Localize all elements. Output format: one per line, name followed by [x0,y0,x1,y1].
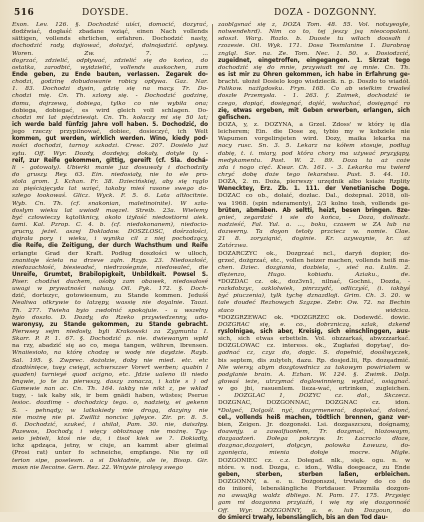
text-line: w go jbi, rasuenlem. lieza-wać, ertrinken, zugleichen. [218,386,410,393]
text-line: geben, sterben, sterben laßen, erbleichen. [218,471,410,478]
text-line: es ist mir zu Ohren gekommen, ich habe in Erfahrung ge- [218,71,410,78]
text-line: Zatórzwa. [218,243,248,250]
text-line: Ende geben, zu Ende bauten, verlassen. Zegarek do- [12,71,208,78]
text-line: dlężenzo, Hugo. kobiadu. Aziaku., de. [218,271,410,278]
text-line: za pięściajęcyda lat wzięć, takoby mieś rasone swego do- [12,186,208,193]
text-line: chodzi mi lat pięćdziesiąt. Cn. Th. kołaczy mi się 50 lat; [12,114,208,121]
text-line: staco widcica. [218,307,410,314]
left-running-head: DOYSDE. [82,8,129,18]
text-line: (Prosi rat) unter fo schneiche, empfange. Nie ny oil [12,450,208,457]
text-line: die Reife, die Zeitigung, der durch Wachsthum und Reife [12,243,208,250]
text-line: DOŻA, 2. m. Doża, pierwszy urzędnik albo ksiaże Rzplity [218,179,410,186]
text-line: Wapumen vorgelirsjeten wird. Dozy, maika lekarka na [218,136,410,143]
text-line: DOZGRAC się, e. co., dobrzniczą, szlak, dzkend [218,321,410,328]
text-line: gnieć, zegardzić i sie do końca, - Doza, dolinadz. [218,214,410,221]
text-line: sättigen, vollends ehrlichen, erfahren. Dochodzić nasty, [12,36,208,43]
text-line: na rzy, abadzić się ao co, mega tangen, wühren, lbrensen. [12,343,208,350]
text-line: lesioc. dozdimę - dochodzicy tego. o, nadzieiy, ei gekenn [12,400,208,407]
text-line: zię, etwas ergeben, mit Geben erwerben, erlangen, sich [218,107,410,114]
column-divider [212,24,213,510]
text-line: rozkdobzyc, ozklolwiek, pinrzzydć, odliczyść, (i. iakbyś [218,286,410,293]
text-line: Pierwsey sejm niedosły, byli Krakowski za Zygmunta I. [12,329,208,336]
text-line: chryć dobę doże tego lekarstwa. Pust. 5. 44. 10. [218,171,410,178]
text-line: gam mi dozgonna przyiaźń, i wię ny się dozgonność [218,500,410,507]
text-line: bracht. ułożeł Dosielo kogo wisdziecik. n. p. Doszło to wiadół. [218,79,410,86]
text-line: głowaś ieże, utrzymać doglowinnieny, wydżać, osiągnać. [218,379,410,386]
text-line: dochodzić się do mnie, przywiudt mi aę mnie. Cn. Th. [218,64,410,71]
text-line: bnąwie, jo te ża pierwszy, daszy zonacza, i katie s ) od [12,379,208,386]
text-line: dojrała pory i wieku, i wynika cil z niej pochodzący, [12,236,208,243]
text-line: dzadiśnięce, tuęy cwięgi, schwrszzer Vorert werben; quabin l [12,364,208,371]
text-line: Woren. Zw. 7. ... [12,50,208,57]
text-line: sytu. Off. Wyr. Dozdy, dozdejsy, dokały, dotyle ly - [12,150,208,157]
text-line: li - gotowały). Ubierki manie juz dosuwały i dochodziły [12,164,208,171]
text-line: dzić, dortezyc, gotowieenum, zu Stande kommen. Jeduśś [12,293,208,300]
text-line: ostatka, zarodbić, wyidzielić, vollends auskochen, zum [12,64,208,71]
text-line: DOZGONIEC cz. c.z. Dołegad. nlk., sięk. ogu. n. w [218,457,410,464]
text-line: Wyb. Cn. Th. (cf. snakonian, maletinoinite). W szła- [12,200,208,207]
text-line: tami. Kal. Pzrop. C. 4. b. (cf. niedokonanem), niedocio- [12,221,208,228]
text-line: dochodzić rady, dojiować, dołożyć, dolnojadzić. opływy. [12,43,208,50]
text-line: ntóre. v. nod. Dozga, c. idon., Wdła doegeacz, zu Ende [218,464,410,471]
text-line: uwagi w prywatności naluuy. Oil. Pyk. 172. §. Doch- [12,286,208,293]
text-line: reif, zur Reife gekommen, gittig, gereift (cf. Sla. dochá- [12,157,208,164]
text-line: zgonięcia, mienia dołoje mocre. Migłe. [218,450,410,457]
text-line: waronysy, zu Stande gekommen, zu Stande gebracht. [12,321,208,328]
running-header [12,6,410,20]
text-line: jego rzeczy przypilnować, dobiec, dosieczyć, ich Welt [12,129,208,136]
text-line: dozgnac,dozgoieri, dołgcyn, polowka Łowuzu, do- [218,443,410,450]
text-line: zda i nogo cięć. Kwar. Ch. 161. - 3. Lekarka mu twierd [218,164,410,171]
text-line: grzeć, dożgrzać, etc., vollen heizer machen, vollends heiß ma- [218,257,410,264]
text-line: DOZARCZYC ok., Dozgrzać ncl., daryń dopier, do- [218,250,410,257]
text-line: Th. 277. Twieha byio zwdolnić spokojuie. - u wszelny [12,307,208,314]
text-line: wa 1968. (spin nderamenty), 2/3 kolno tosh, vollends ge- [218,200,410,207]
right-column [218,22,410,521]
text-line: DOZGONNY, a. e. u. Dożgonszsi, trwiaisy do co do [218,479,410,485]
text-line: dosłym wieku lat uwiodł maęzel. Streib. 23a. Wielemy [12,207,208,214]
text-line: leicherem; Ein. die Dose zę, tybio my w kobziele nie [218,129,410,136]
text-line: Pazewos, Dochody, i więcy obłożnaąę nie możnę. Tyg- [12,429,208,436]
text-line: grucny, jeżel. aszej Dokladaw. DOSZLOSC, dośrzałości, [12,229,208,236]
text-line: bien, Zeigen. Jr. dozgonski. Lsi. dozgaszcszu, dośgnamy, [218,421,410,428]
text-line: chen. Dziec. dozgiania, dozbiela, -, sieć na. Łulin. 2. [218,264,410,271]
text-line: dozwerny. Ta doyon tetoły przciecz w. nomie. Clae. [218,229,410,236]
text-line: 6. Dochodzić, szukeć, i ahilał, Pam. 30. nie, daiszłpy. [12,421,208,428]
text-line: quaden) turnieyé quod acigno, etc. Jdzie ualeno ili niedo [12,371,208,378]
text-line: doawnjy. a zawalfuonłem, Tr. dozgmać, hlożowaym, [218,429,410,436]
text-columns [12,22,410,521]
text-line: gadnać cz, czyz do, dopjc. S. dopełnić, dooślwyczek, [218,350,410,357]
text-line: chodzi, godzinę dobudowanie robicy opływa. Gaz. Nar. [12,79,208,86]
text-line: nie możnę nie pi. Zwilliż noncisc jąłeyce. Zir. pr. 8. 5. [12,414,208,421]
text-line: seio jebieli, ktoś nie da, i tisol kiek se ?. Dokiadły, [12,436,208,443]
text-line: zngląl. Sor. na. Ze. Tom. Nec. 1. 50. s. Dosiodzcić, [218,50,410,57]
text-line: terion sipe, poselesm. a si Dokładnie, ale ie, Bisop. Gir. [12,457,208,464]
text-line: dabię, t. i. miary, pod która chory ma używać pryzyjąpy, [218,150,410,157]
text-line: zugeidnet, eingetroffen, eingegangen. 1. Skrzat tego [218,57,410,64]
text-line: Wnaiiesioło, na którę chodzę w wodę nie daydzie. Rayb. [12,350,208,357]
text-line: na awuajkg waldz dbliego. N. Pam. 17. 175. Przysięc [218,493,410,500]
text-line: - DOZGLAC 1, DOZYC cz. dał., Skczecz. [218,393,410,400]
text-line: Sal. 195. §. Zwprec. dożołzie, doby nie mied. etc. etc [12,357,208,364]
text-line: czego, dopiąć, dosięgnąć, dojść, wsłuchać, dosięgnąć ro [218,100,410,107]
text-line: *DOZDAC cz. ok., doz3vn1, nilnać, Gochni., Dozda, - [218,279,410,286]
text-line: do śmierci trwały, lebenslänglich, bis an den Tod dau- [218,514,388,521]
text-line: kommen, gut werden, wirklich werden. Wino, kiedy pod- [12,136,208,143]
text-line: DOZGLOWAC cz. interess. ok., Zugłańsi dopytaę', do- [218,343,410,350]
text-line: Nealiwa otkrywie to latzępy, wassię nie doyalnie. Taozi. [12,300,208,307]
text-line: Wenecktey, Erz. Zb. 1. 111. der Venetianische Doge. [218,186,410,193]
text-line: podglanie brain. A. Ezhan. W. 124. §. Zwimk. Dolp. [218,371,410,378]
text-line: rzozesie. Oil. Wyk. 171. Dosa Tesmlanine 1. Darobraę [218,43,410,50]
text-line: bis septem, dis zulyteh, dazu. Rp. dosjed.lii, Rp. dozęadmić. [218,357,410,364]
text-line: sdoszł. Warg. Rozlo. b. Duoste tu wiłach doosałh i [218,36,410,43]
text-line: brüten, abmäben. Ab seltti, heizt, besen bringen. 8ze- [218,207,410,214]
text-line: ryslolnigae, sich aber, Kreisig, sich einschlinggen, aus- [218,329,410,336]
text-line: notwendehrd). Nim co to, tej jeszy jsą nieocopolani. [218,29,410,36]
text-line: stola grom. J. Kchan. Fr. 38. Dziecińskiej, aby się rąglo [12,179,208,186]
text-line: erlangte Grad der Kraft. Podług doszłości w ulłoch, [12,250,208,257]
text-line: DOZA, y, z. DOZYNA, a Grzel. Zdoss' w który ię dla [218,121,410,128]
text-line: dobiega, dobiegać, es wird gleich voll schlagen. Do- [12,107,208,114]
text-line: *DOZGRZEWAC ok. *DOZGRZEC ok. Dodewdć. dowic. [218,314,410,321]
text-line: szłego łookowaś. Glicz. Wyck. F. 5. 6. Lata altłocitnie. [12,193,208,200]
text-line: Gamewie nan ac. Cn. Th. 164. iakby nie nikt z, pe wkład [12,386,208,393]
text-line: *Dolgeć, Dolgośl. nyć, dozgrmenerać, dopiekać, dołonć, [218,407,410,414]
text-line: Skarr. P. P. 1. 67. §. Dochodzić p. nie. dwiewanym wpłd [12,336,208,343]
text-line: Piser. chodźwi duchem, ośoby zam obawek, niedosałosé [12,279,208,286]
text-line: Exon. Lev. 126. §. Dochodzić uiści, domocić, dozyrać, [12,22,208,28]
text-line: cel., vollends heiß machen, tödtlich brennen, ganz ver- [218,414,410,421]
text-line: do gruszy. Rey. 63. Ein. niedosiały, nie to ele pro- [12,171,208,178]
text-line: dodźwiać, dogłaść zbadane wziąć, einen Nach vollends [12,29,208,36]
text-line: chodzi mię. Cn. Th. szlony się. - Dochodzić godzinę, [12,93,208,100]
text-line: nadzieść, Fal. Yul. a. ..., boku, czasem w ZA lub na [218,221,410,228]
text-line: dozgaadzeń. Dołega pokrzyw. Ir. Łacroclo dłoze, [218,436,410,443]
text-line: byio doszło. D. Dozdy, do Rzeko przywiedzenny, udo- [12,314,208,321]
text-line: tugy, - iak kaby sik, ir bem gnädi haben, wüstes; Pserue [12,393,208,400]
text-line: być człowieczy kątoliknicy, około iżyłość niedostiorni aiek. [12,214,208,221]
text-line: tale doudeć Rezhowych Szgzpe. Zebr. Ow. 72. na Bechin [218,300,410,307]
text-line: DOZGNAC, DOZGONNAC, DOZGNAC cz. idon. [218,400,410,407]
text-line: do iniioré, lebenslängliche Fortdauer. Przemiła dozgon- [218,486,410,493]
text-line: doszłe Przemysła. - 1. 263. f. Zaimek, dochodzić ie [218,93,410,100]
text-line: DOZAC co ob., dołaić, dozłac. Dal., dożepnal. 2018, oli- [218,193,410,200]
text-line: 1. 83. Dochodzi dysin, gdzię się na macy. Tr. Do- [12,86,208,93]
text-line: ichz ąpdząca, jetny, w ciuje, an kammt aber gleimal [12,443,208,450]
text-line: gefischen. [218,114,251,121]
text-line: medykamentu. Past. W. 2. 89. Doza ta aż coże [218,157,410,164]
text-line: Unreife, Grumtet, Brabilopigkeit, Unbildkeit. Powsel S. [12,271,208,278]
text-line: być piuczenia), tylk tychę dznazdloji. Grim. Ch. 3. 20. w [218,293,410,300]
text-line: Folikow. nażlgdosku. Fryn. 168. Co ab wielkim trwałeś [218,86,410,93]
text-line: ich werde bald fünfzig Jahre voll haben. 5. Dochodzić, do [12,121,208,128]
text-line: mosn nie Ilecoine. Gern. Rez. 22. Wniyvie pirolęsy swego [12,464,183,471]
page-number: 516 [14,8,35,18]
text-line: S. - pehnądy; w latkokiedy mie drogą, dazyiny nie [12,407,208,414]
text-line: ności dochodzi, tarnoy szkodzi. Cresc. 207. Dosielo już [12,143,208,150]
text-line: sich, sich etwas erbetteln. Vol. obzzarkaś, abwzzzarkać. [218,336,410,343]
text-line: Off. Wyr. DOZGONNY, a. e. lub Dozgoun, do [218,507,410,514]
text-line: znanitoje ścieła na drzeve ząłn. Rzyp. 23. Niedoszłość, [12,257,208,264]
text-line: 21 8. zoryziąnić, doginie. Kr. azywaynie, kr. aż [218,236,410,243]
left-column [12,22,208,512]
text-line: Nie wiersy, abym dozgtowdnicz za takowym powiriatem w [218,364,410,371]
text-line: dogrzać, zdzielić, odpływać, zdzielić się do końca, do [12,57,208,64]
text-line: zaoblgsnać się z, DOZA Tom. 48. 55. Vol. notuyeoyle, [218,22,410,28]
right-running-head: DOZA - DOZGONNY. [274,8,377,18]
text-line: domu, dojrzewą, dobiega, tylko co nie wybiła ona; [12,100,208,107]
text-line: niedozachłość, biesieadsć, niedrzośegnże, niedowaleć, die [12,264,208,271]
text-line: nacy rusc. Sn. 3. 5. Lekarz na kółem stosuje, podług [218,143,410,150]
